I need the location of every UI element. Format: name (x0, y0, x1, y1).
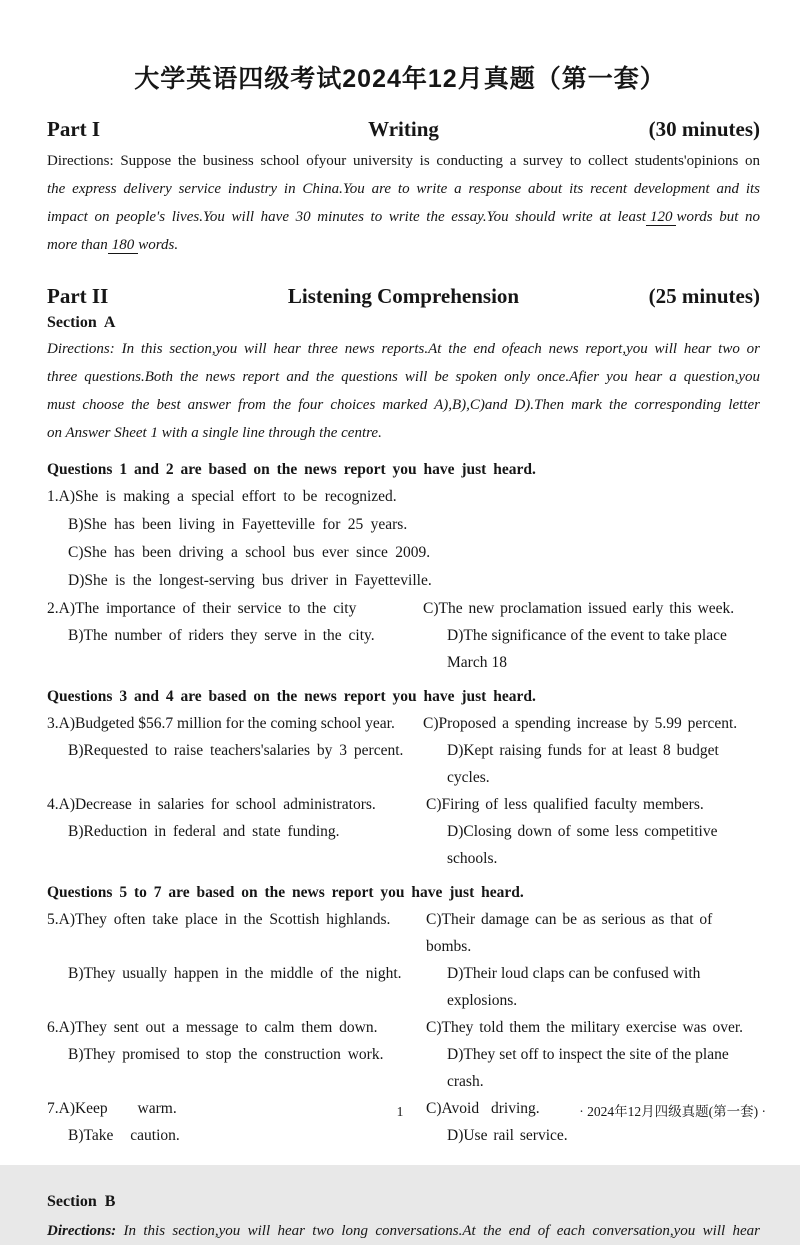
option-right: C)The new proclamation issued early this week. (423, 600, 735, 617)
option-right: D)They set off to inspect the site of the plane crash. (447, 1046, 729, 1090)
footer-caption: · 2024年12月四级真题(第一套) · (579, 1104, 766, 1119)
directions-text: words. (138, 237, 179, 253)
option-row (47, 1014, 760, 1041)
directions-line: must choose the best answer from the four choices marked A),B),C)and D).Then mark the corresponding letter (47, 397, 760, 413)
directions-line: the express delivery service industry in China.You are to write a response about its recent development and its (47, 181, 760, 197)
option-row (47, 737, 760, 791)
questions-1-2-header: Questions 1 and 2 are based on the news report you have just heard. (47, 461, 536, 478)
option-left: 3.A)Budgeted $56.7 million for the coming school year. (47, 715, 395, 732)
option-left: B)Reduction in federal and state funding. (68, 823, 340, 840)
option-right: C)Avoid driving. (426, 1100, 540, 1117)
directions-text: impact on people's lives.You will have 30 minutes to write the essay.You should write at least (47, 209, 646, 225)
option-left: B)They promised to stop the construction work. (68, 1046, 384, 1063)
option-line: B)She has been living in Fayetteville for 25 years. (68, 516, 408, 533)
word-limit-min: 120 (646, 209, 677, 226)
option-left: B)Requested to raise teachers'salaries by 3 percent. (68, 742, 404, 759)
option-row (47, 906, 760, 960)
page-footer (0, 1100, 800, 1124)
page-title: 大学英语四级考试2024年12月真题（第一套） (134, 65, 666, 93)
option-left: 7.A)Keep warm. (47, 1100, 177, 1117)
directions-text: In this section,you will hear two long conversations.At the end of each conversation,you will hear (123, 1223, 760, 1239)
question-2-options (47, 595, 760, 676)
questions-5-7-header: Questions 5 to 7 are based on the news report you have just heard. (47, 884, 524, 901)
part2-heading (47, 281, 760, 311)
part1-title: Writing (368, 117, 439, 141)
option-left: 4.A)Decrease in salaries for school administrators. (47, 796, 376, 813)
option-left: B)The number of riders they serve in the city. (68, 627, 375, 644)
option-left: B)Take caution. (68, 1127, 180, 1144)
part1-duration: (30 minutes) (648, 117, 760, 141)
option-row (47, 1122, 760, 1149)
part1-directions (47, 147, 760, 259)
page-number: 1 (396, 1104, 404, 1119)
option-left: B)They usually happen in the middle of the night. (68, 965, 402, 982)
option-right: C)They told them the military exercise was over. (426, 1019, 744, 1036)
option-right: D)Their loud claps can be confused with explosions. (447, 965, 701, 1009)
part1-label: Part I (47, 117, 101, 141)
directions-line: on Answer Sheet 1 with a single line through the centre. (47, 425, 382, 441)
option-right: C)Proposed a spending increase by 5.99 percent. (423, 715, 738, 732)
questions-3-4-header: Questions 3 and 4 are based on the news report you have just heard. (47, 688, 536, 705)
directions-line (47, 203, 760, 231)
option-row (47, 622, 760, 676)
option-right: C)Firing of less qualified faculty members. (426, 796, 704, 813)
sectionB-directions (47, 1217, 760, 1245)
option-row (47, 595, 760, 622)
option-line: D)She is the longest-serving bus driver in Fayetteville. (68, 572, 432, 589)
part2-label: Part II (47, 284, 109, 308)
option-right: D)Closing down of some less competitive schools. (447, 823, 718, 867)
directions-line: Directions: In this section,you will hear three news reports.At the end ofeach news report,you will hear two or (47, 341, 760, 357)
option-right: C)Their damage can be as serious as that of bombs. (426, 911, 713, 955)
option-row (47, 1041, 760, 1095)
option-left: 5.A)They often take place in the Scottish highlands. (47, 911, 391, 928)
directions-line: three questions.Both the news report and the questions will be spoken only once.Afier you hear a question,you (47, 369, 760, 385)
option-row (47, 791, 760, 818)
part2-title: Listening Comprehension (287, 284, 520, 308)
option-line: 1.A)She is making a special effort to be recognized. (47, 488, 397, 505)
directions-text: words but no (676, 209, 760, 225)
option-right: D)The significance of the event to take place March 18 (447, 627, 727, 671)
sectionA-directions (47, 335, 760, 447)
directions-text: more than (47, 237, 108, 253)
question-1-options (47, 483, 760, 595)
option-right: D)Use rail service. (447, 1127, 568, 1144)
option-line: C)She has been driving a school bus ever since 2009. (68, 544, 431, 561)
option-left: 6.A)They sent out a message to calm them down. (47, 1019, 378, 1036)
questions-3-4-options (47, 710, 760, 872)
directions-label: Directions: (47, 1223, 117, 1239)
option-row (47, 960, 760, 1014)
directions-line (47, 231, 760, 259)
option-row (47, 710, 760, 737)
sectionA-label: Section A (47, 314, 116, 331)
sectionB-label: Section B (47, 1193, 116, 1210)
option-row (47, 818, 760, 872)
option-right: D)Kept raising funds for at least 8 budget cycles. (447, 742, 719, 786)
option-left: 2.A)The importance of their service to the city (47, 600, 357, 617)
part2-duration: (25 minutes) (648, 284, 760, 308)
part1-heading (47, 114, 760, 144)
word-limit-max: 180 (108, 237, 139, 254)
page-content (0, 114, 800, 1245)
directions-line: Directions: Suppose the business school ofyour university is conducting a survey to collect students'opinions on (47, 153, 760, 169)
